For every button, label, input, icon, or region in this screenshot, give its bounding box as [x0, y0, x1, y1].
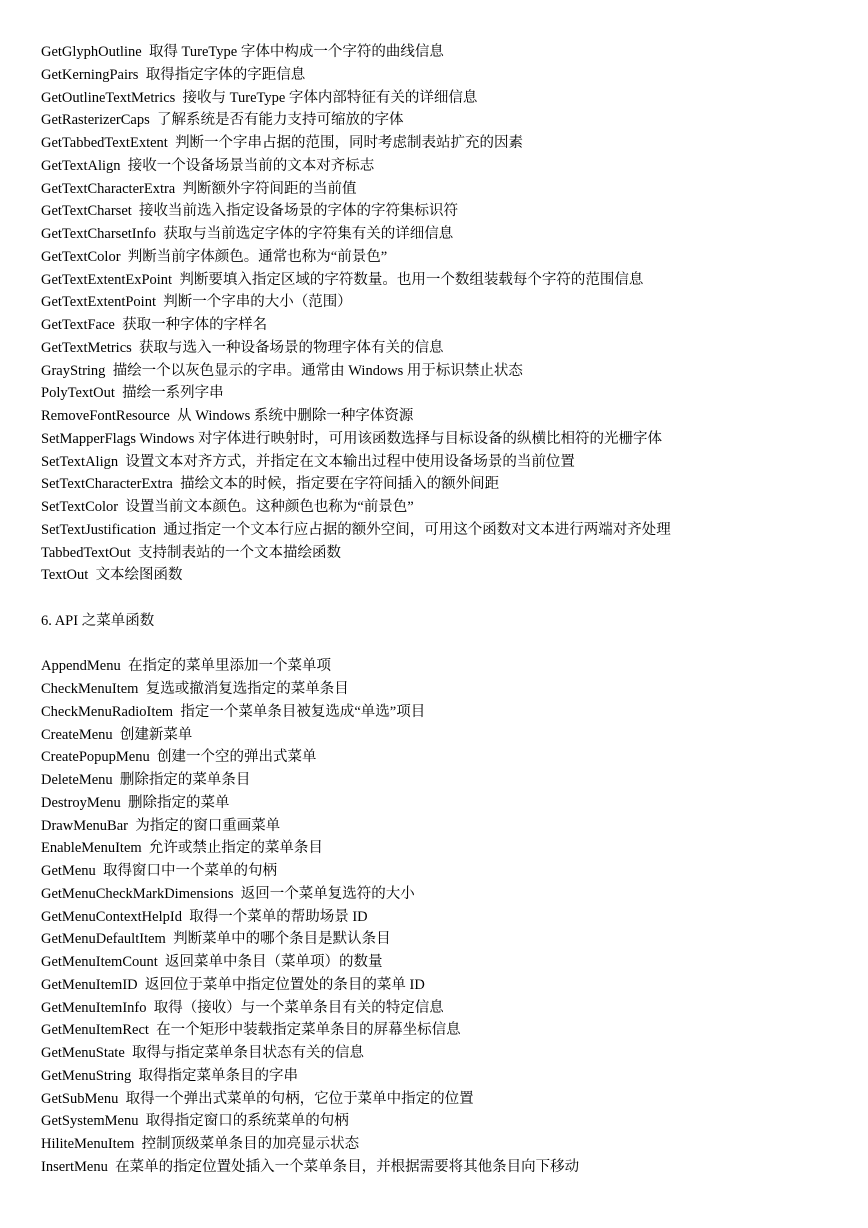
list-item	[41, 746, 841, 769]
function-name: EnableMenuItem	[41, 840, 142, 857]
list-item	[41, 724, 841, 747]
list-item	[41, 837, 841, 860]
blank-line	[41, 633, 841, 656]
function-name: DestroyMenu	[41, 794, 121, 811]
function-description: 删除指定的菜单	[128, 794, 230, 811]
function-name: SetTextCharacterExtra	[41, 476, 173, 493]
function-name: GetTextFace	[41, 317, 115, 333]
function-name: DeleteMenu	[41, 772, 113, 788]
list-item	[41, 155, 841, 178]
function-name: HiliteMenuItem	[41, 1136, 135, 1152]
function-name: SetMapperFlags	[41, 430, 137, 447]
function-name: GetSubMenu	[41, 1090, 119, 1107]
function-description: 创建新菜单	[119, 726, 193, 743]
function-name: SetTextJustification	[41, 521, 156, 538]
function-description: 在菜单的指定位置处插入一个菜单条目，并根据需要将其他条目向下移动	[115, 1158, 580, 1175]
function-description: 了解系统是否有能力支持可缩放的字体	[156, 112, 404, 129]
section-heading: 6. API 之菜单函数	[41, 612, 155, 629]
function-description: 返回菜单中条目（菜单项）的数量	[165, 954, 383, 970]
function-name: TabbedTextOut	[41, 544, 131, 561]
function-name: TextOut	[41, 567, 89, 584]
function-name: GetTextColor	[41, 248, 121, 265]
function-description: 判断当前字体颜色。通常也称为“前景色”	[127, 248, 388, 265]
list-item	[41, 815, 841, 838]
function-name: InsertMenu	[41, 1158, 108, 1175]
function-name: GetOutlineTextMetrics	[41, 89, 176, 106]
function-name: GetTextMetrics	[41, 339, 132, 356]
function-description: 取得一个菜单的帮助场景 ID	[189, 908, 368, 925]
function-name: SetTextColor	[41, 499, 119, 515]
list-item	[41, 132, 841, 155]
function-name: AppendMenu	[41, 658, 121, 675]
function-name: GetTabbedTextExtent	[41, 135, 168, 151]
function-description: 取得指定窗口的系统菜单的句柄	[145, 1113, 349, 1130]
function-description: 接收与 TureType 字体内部特征有关的详细信息	[182, 89, 478, 106]
list-item	[41, 951, 841, 974]
function-name: PolyTextOut	[41, 385, 115, 402]
list-item	[41, 1042, 841, 1065]
function-description: 获取与当前选定字体的字符集有关的详细信息	[163, 226, 454, 242]
function-name: GetTextExtentExPoint	[41, 271, 173, 288]
function-name: CheckMenuItem	[41, 681, 139, 697]
list-item	[41, 883, 841, 906]
list-item	[41, 1156, 841, 1179]
function-description: 指定一个菜单条目被复选成“单选”项目	[180, 703, 426, 720]
list-item	[41, 314, 841, 337]
list-item	[41, 974, 841, 997]
function-description: 文本绘图函数	[95, 567, 183, 584]
list-item	[41, 655, 841, 678]
list-item	[41, 1065, 841, 1088]
function-name: GetKerningPairs	[41, 66, 139, 83]
function-description: 为指定的窗口重画菜单	[135, 817, 281, 834]
list-item	[41, 701, 841, 724]
list-item	[41, 223, 841, 246]
list-item	[41, 360, 841, 383]
function-description: 取得（接收）与一个菜单条目有关的特定信息	[153, 999, 444, 1016]
function-name: RemoveFontResource	[41, 408, 170, 424]
list-item	[41, 269, 841, 292]
function-description: 返回位于菜单中指定位置处的条目的菜单 ID	[144, 976, 425, 993]
menu-function-list	[41, 655, 841, 1178]
function-name: CreatePopupMenu	[41, 749, 150, 766]
function-name: CreateMenu	[41, 726, 113, 743]
function-description: 支持制表站的一个文本描绘函数	[138, 544, 342, 561]
list-item	[41, 178, 841, 201]
function-description: 设置文本对齐方式，并指定在文本输出过程中使用设备场景的当前位置	[125, 453, 575, 470]
function-description: 设置当前文本颜色。这种颜色也称为“前景色”	[125, 499, 414, 515]
function-name: GetMenu	[41, 863, 96, 879]
function-description: 复选或撤消复选指定的菜单条目	[145, 681, 349, 697]
list-item	[41, 496, 841, 519]
function-description: 取得窗口中一个菜单的句柄	[103, 863, 278, 879]
function-description: 判断一个字串的大小（范围）	[163, 294, 352, 311]
list-item	[41, 1110, 841, 1133]
function-description: 描绘文本的时候，指定要在字符间插入的额外间距	[180, 476, 500, 493]
list-item	[41, 405, 841, 428]
function-name: GetMenuItemCount	[41, 954, 158, 970]
function-description: 从 Windows 系统中删除一种字体资源	[177, 408, 414, 424]
function-name: GetTextCharacterExtra	[41, 180, 176, 197]
function-description: 允许或禁止指定的菜单条目	[148, 840, 323, 857]
function-description: 取得指定字体的字距信息	[145, 66, 306, 83]
function-description: 描绘一系列字串	[122, 385, 224, 402]
function-description: 在一个矩形中装载指定菜单条目的屏幕坐标信息	[156, 1022, 461, 1039]
function-description: 取得与指定菜单条目状态有关的信息	[132, 1045, 365, 1061]
function-name: GetMenuItemInfo	[41, 999, 147, 1016]
list-item	[41, 769, 841, 792]
function-name: GetRasterizerCaps	[41, 112, 150, 129]
function-name: GetMenuState	[41, 1045, 125, 1061]
list-item	[41, 337, 841, 360]
list-item	[41, 542, 841, 565]
function-description: 描绘一个以灰色显示的字串。通常由 Windows 用于标识禁止状态	[112, 362, 523, 379]
function-description: 判断额外字符间距的当前值	[182, 180, 357, 197]
list-item	[41, 678, 841, 701]
function-name: SetTextAlign	[41, 453, 119, 470]
list-item	[41, 1088, 841, 1111]
text-function-list	[41, 41, 841, 587]
list-item	[41, 792, 841, 815]
function-description: 返回一个菜单复选符的大小	[240, 885, 415, 902]
list-item	[41, 41, 841, 64]
function-description: 通过指定一个文本行应占据的额外空间，可用这个函数对文本进行两端对齐处理	[163, 521, 671, 538]
blank-line	[41, 587, 841, 610]
list-item	[41, 1133, 841, 1156]
list-item	[41, 291, 841, 314]
list-item	[41, 928, 841, 951]
list-item	[41, 1019, 841, 1042]
function-name: GetMenuItemID	[41, 976, 138, 993]
list-item	[41, 451, 841, 474]
function-name: GetSystemMenu	[41, 1113, 139, 1130]
function-name: DrawMenuBar	[41, 817, 128, 834]
function-description: 取得 TureType 字体中构成一个字符的曲线信息	[148, 44, 444, 60]
function-description: 获取一种字体的字样名	[122, 317, 268, 333]
function-name: GetTextExtentPoint	[41, 294, 156, 311]
list-item	[41, 87, 841, 110]
function-description: 判断要填入指定区域的字符数量。也用一个数组装载每个字符的范围信息	[179, 271, 644, 288]
list-item	[41, 519, 841, 542]
function-name: GetTextCharset	[41, 203, 132, 220]
function-description: Windows 对字体进行映射时，可用该函数选择与目标设备的纵横比相符的光栅字体	[139, 430, 663, 447]
document-page	[41, 41, 841, 1179]
function-name: GetMenuContextHelpId	[41, 908, 182, 925]
list-item	[41, 200, 841, 223]
list-item	[41, 906, 841, 929]
function-description: 在指定的菜单里添加一个菜单项	[128, 658, 331, 675]
function-name: GetMenuItemRect	[41, 1022, 149, 1039]
function-name: CheckMenuRadioItem	[41, 703, 174, 720]
function-name: GetTextAlign	[41, 157, 121, 174]
function-description: 判断一个字串占据的范围，同时考虑制表站扩充的因素	[175, 135, 524, 151]
list-item	[41, 428, 841, 451]
function-name: GetMenuString	[41, 1067, 132, 1084]
list-item	[41, 473, 841, 496]
list-item	[41, 997, 841, 1020]
function-description: 接收一个设备场景当前的文本对齐标志	[127, 157, 375, 174]
function-name: GetTextCharsetInfo	[41, 226, 156, 242]
list-item	[41, 564, 841, 587]
function-description: 接收当前选入指定设备场景的字体的字符集标识符	[139, 203, 459, 220]
function-description: 判断菜单中的哪个条目是默认条目	[173, 931, 391, 948]
function-name: GetMenuCheckMarkDimensions	[41, 885, 234, 902]
function-description: 控制顶级菜单条目的加亮显示状态	[141, 1136, 360, 1152]
list-item	[41, 109, 841, 132]
list-item	[41, 860, 841, 883]
function-description: 删除指定的菜单条目	[119, 772, 251, 788]
function-description: 创建一个空的弹出式菜单	[156, 749, 317, 766]
list-item	[41, 382, 841, 405]
function-description: 取得指定菜单条目的字串	[138, 1067, 298, 1084]
list-item	[41, 246, 841, 269]
list-item	[41, 64, 841, 87]
function-name: GetGlyphOutline	[41, 44, 142, 60]
function-description: 取得一个弹出式菜单的句柄，它位于菜单中指定的位置	[125, 1090, 474, 1107]
function-name: GetMenuDefaultItem	[41, 931, 166, 948]
function-description: 获取与选入一种设备场景的物理字体有关的信息	[139, 339, 444, 356]
function-name: GrayString	[41, 362, 106, 379]
